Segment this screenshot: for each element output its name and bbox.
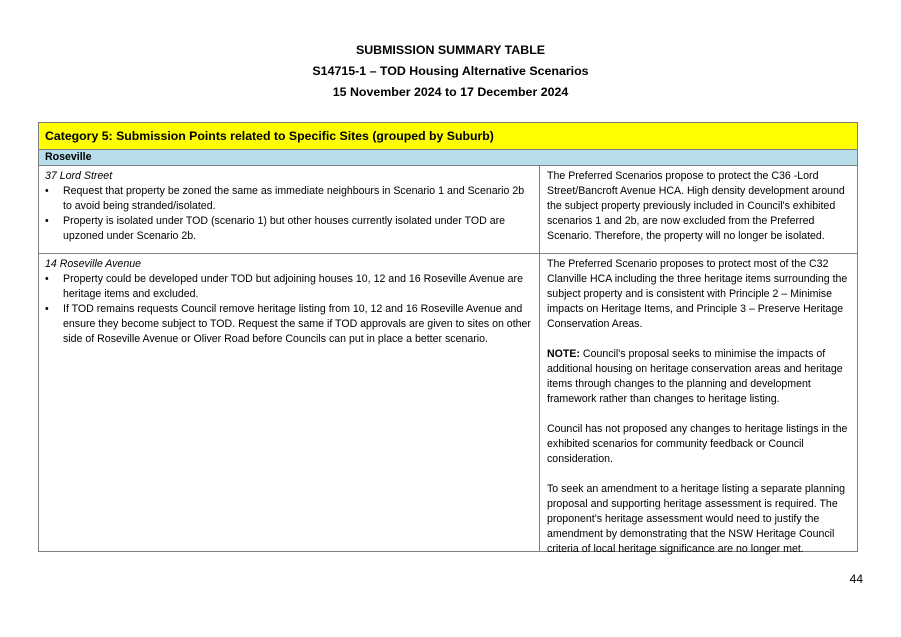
response-paragraph-note bbox=[547, 347, 851, 407]
list-item bbox=[45, 214, 533, 244]
list-item bbox=[45, 184, 533, 214]
bullet-icon: • bbox=[45, 303, 49, 315]
point-text: If TOD remains requests Council remove heritage listing from 10, 12 and 16 Roseville Avenue and ensure they become subject to TOD. Request the same if TOD approvals are given to sites on other side of Roseville Avenue or Oliver Road before Councils can put in place a better scenario. bbox=[63, 303, 531, 345]
submission-cell bbox=[39, 254, 540, 551]
submission-cell bbox=[39, 166, 540, 253]
doc-title: SUBMISSION SUMMARY TABLE bbox=[355, 43, 546, 57]
doc-subtitle: S14715-1 – TOD Housing Alternative Scenarios bbox=[312, 64, 589, 78]
response-cell bbox=[540, 166, 857, 253]
response-paragraph: The Preferred Scenarios propose to protect the C36 -Lord Street/Bancroft Avenue HCA. High density development around the subject property previously included in Council's exhibited scenarios 1 and 2b, are now excluded from the Preferred Scenario. Therefore, the property will no longer be isolated. bbox=[547, 170, 845, 242]
title-block bbox=[0, 43, 901, 106]
note-label: NOTE: bbox=[547, 348, 580, 360]
point-text: Request that property be zoned the same as immediate neighbours in Scenario 1 and Scenario 2b to avoid being stranded/isolated. bbox=[63, 185, 525, 212]
site-address: 37 Lord Street bbox=[45, 170, 113, 182]
response-cell bbox=[540, 254, 857, 555]
submission-points bbox=[45, 272, 533, 347]
submission-points bbox=[45, 184, 533, 244]
bullet-icon: • bbox=[45, 273, 49, 285]
bullet-icon: • bbox=[45, 215, 49, 227]
response-paragraph: The Preferred Scenario proposes to protect most of the C32 Clanville HCA including the three heritage items surrounding the subject property and is consistent with Principle 2 – Minimise impacts on Heritage Items, and Principle 3 – Preserve Heritage Conservation Areas. bbox=[547, 258, 848, 330]
response-paragraph: Council has not proposed any changes to heritage listings in the exhibited scenarios for community feedback or Council consideration. bbox=[547, 423, 848, 465]
site-address: 14 Roseville Avenue bbox=[45, 258, 141, 270]
list-item bbox=[45, 272, 533, 302]
point-text: Property is isolated under TOD (scenario 1) but other houses currently isolated under TOD are upzoned under Scenario 2b. bbox=[63, 215, 506, 242]
response-paragraph: To seek an amendment to a heritage listing a separate planning proposal and supporting heritage assessment is required. The proponent's heritage assessment would need to justify the amendment by demonstrating that the NSW Heritage Council criteria of local heritage significance are no longer met. bbox=[547, 483, 845, 555]
table-row bbox=[39, 254, 857, 555]
category-header: Category 5: Submission Points related to Specific Sites (grouped by Suburb) bbox=[39, 123, 857, 150]
list-item bbox=[45, 302, 533, 347]
point-text: Property could be developed under TOD but adjoining houses 10, 12 and 16 Roseville Avenue are heritage items and excluded. bbox=[63, 273, 523, 300]
page-number: 44 bbox=[849, 572, 863, 586]
submission-table bbox=[38, 122, 858, 555]
note-text: Council's proposal seeks to minimise the impacts of additional housing on heritage conservation areas and heritage items through changes to the planning and development framework rather than changes to heritage listing. bbox=[547, 348, 843, 405]
doc-date-range: 15 November 2024 to 17 December 2024 bbox=[332, 85, 569, 99]
suburb-header: Roseville bbox=[39, 150, 857, 166]
bullet-icon: • bbox=[45, 185, 49, 197]
table-row bbox=[39, 166, 857, 254]
